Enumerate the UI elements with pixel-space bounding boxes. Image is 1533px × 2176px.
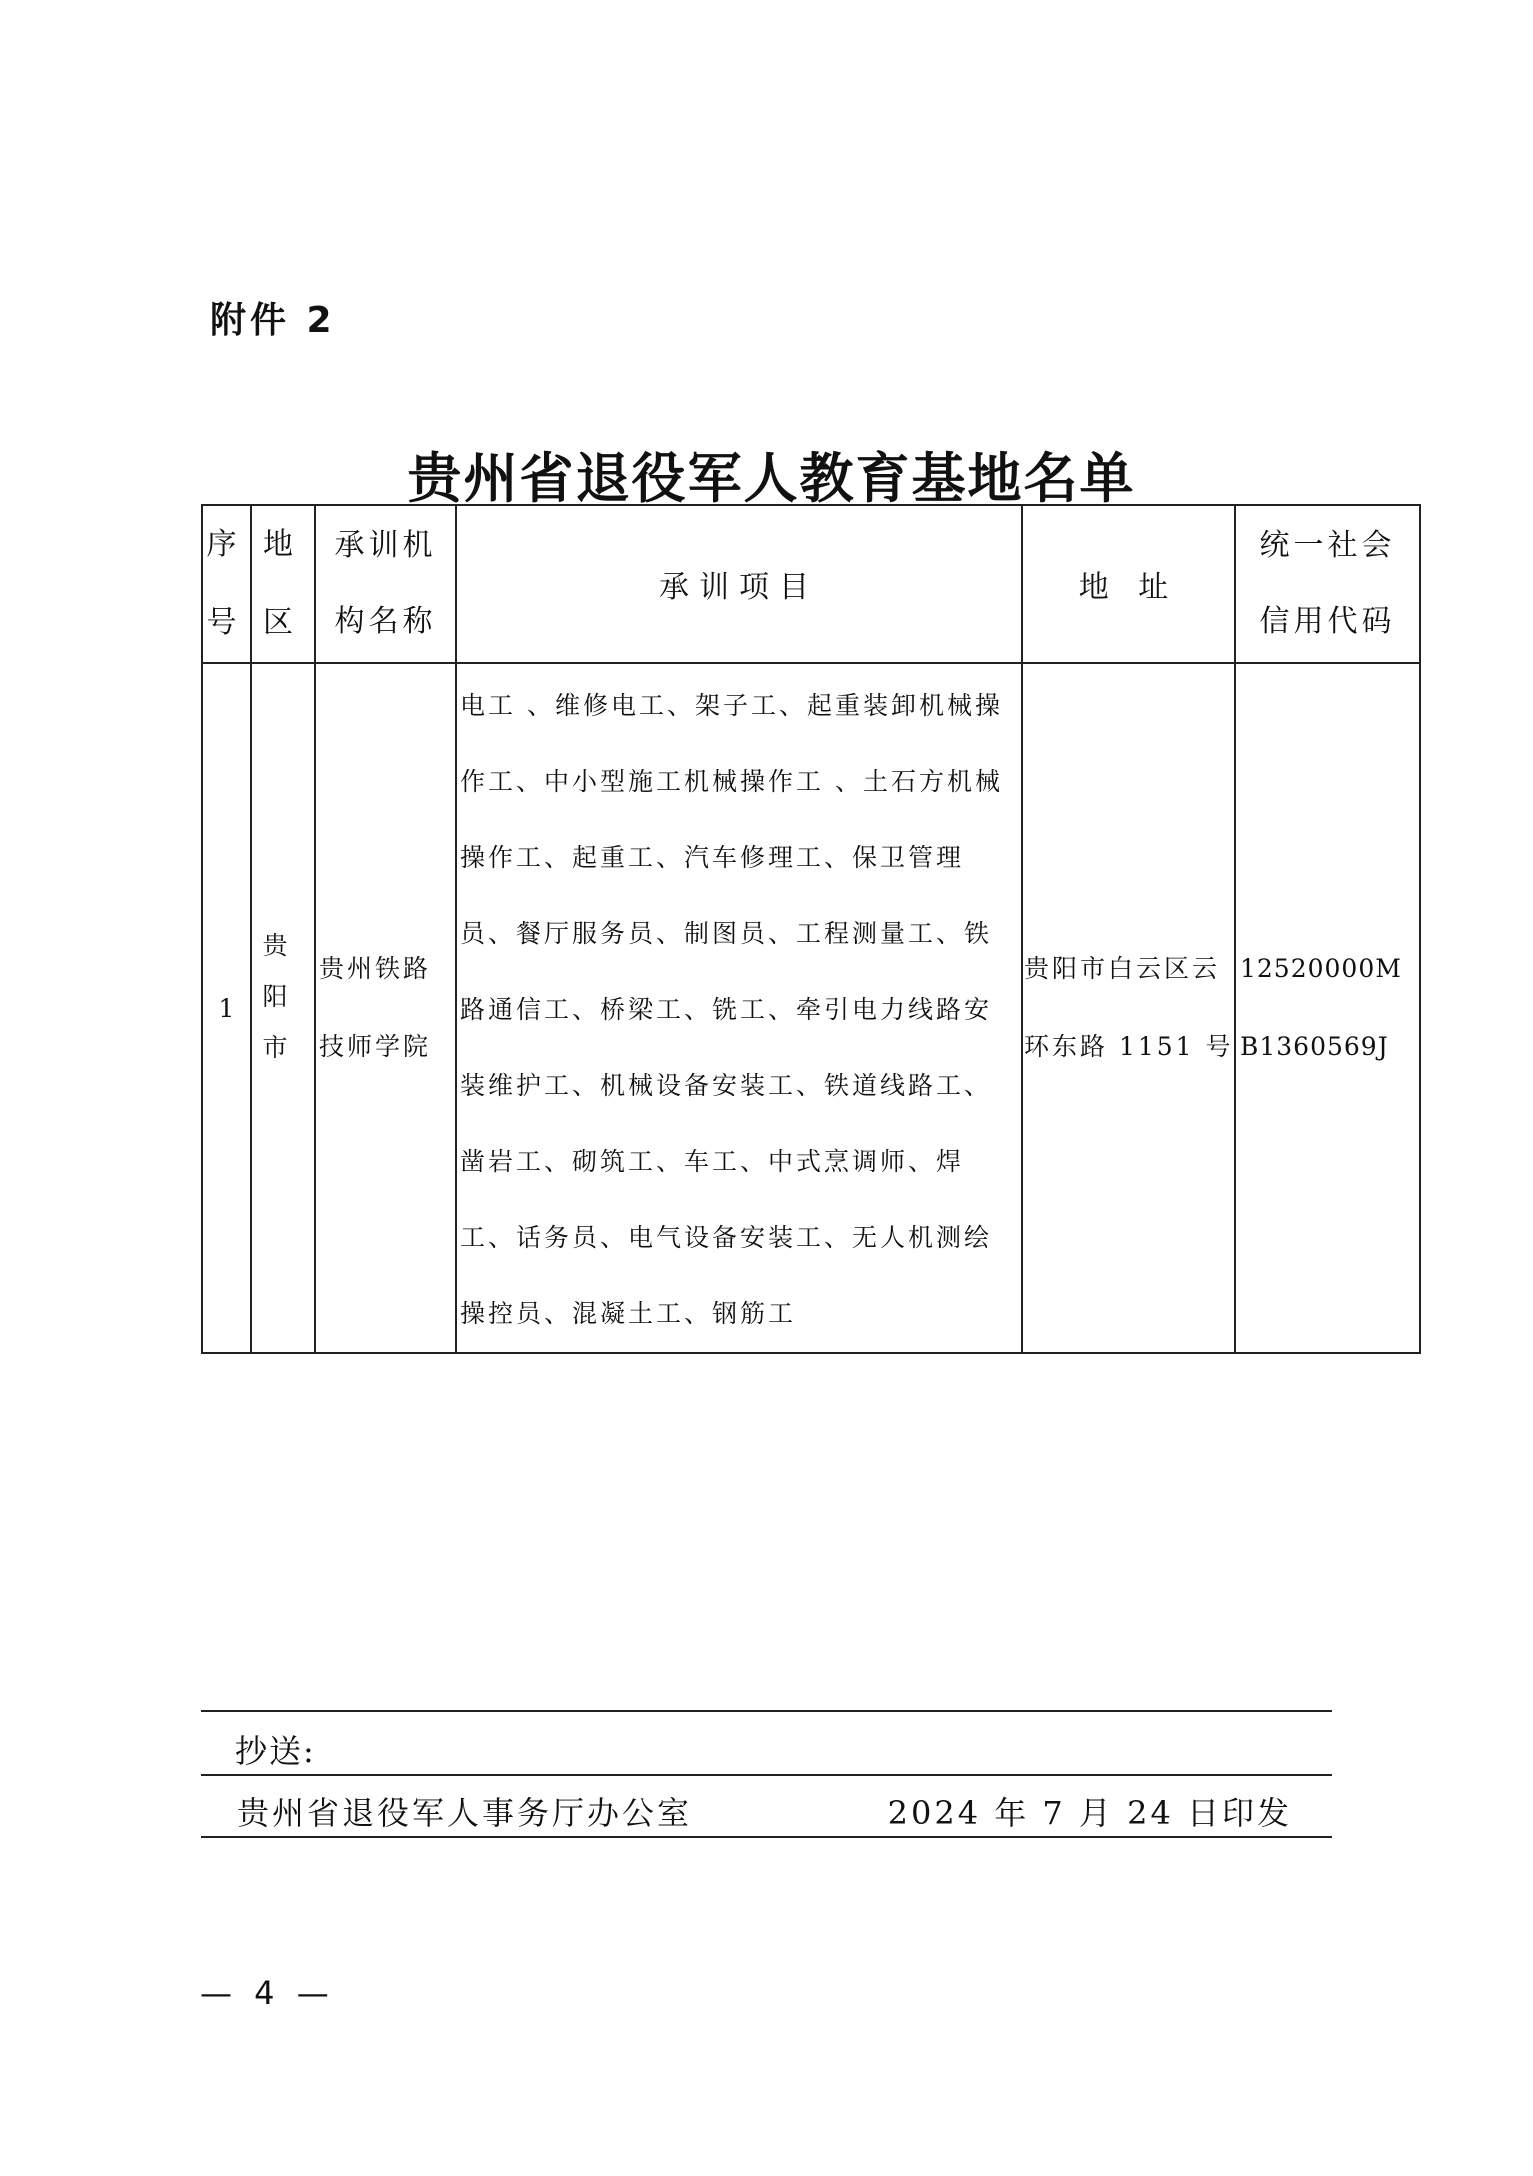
- cell-region: [251, 663, 315, 1353]
- education-base-table: [201, 504, 1421, 1354]
- attachment-label: 附件 2: [210, 300, 336, 341]
- table-row: [202, 663, 1420, 1353]
- cell-address: 贵阳市白云区云环东路 1151 号: [1022, 663, 1235, 1353]
- issue-date: 2024 年 7 月 24 日印发: [887, 1794, 1292, 1832]
- header-address: 地 址: [1022, 505, 1235, 663]
- header-project: 承训项目: [456, 505, 1022, 663]
- document-title: 贵州省退役军人教育基地名单: [407, 447, 1136, 510]
- cc-row: [201, 1712, 1332, 1776]
- issuer-office: 贵州省退役军人事务厅办公室: [237, 1794, 693, 1832]
- cell-credit-code: 12520000MB1360569J: [1235, 663, 1420, 1353]
- header-region: 地 区: [251, 505, 315, 663]
- cc-label: 抄送:: [235, 1732, 316, 1770]
- header-credit-code: 统一社会 信用代码: [1235, 505, 1420, 663]
- cell-index: 1: [202, 663, 251, 1353]
- table-header-row: [202, 505, 1420, 663]
- header-index: 序 号: [202, 505, 251, 663]
- page-number: — 4 —: [200, 1974, 335, 2012]
- region-text: 贵阳市: [259, 931, 288, 1085]
- header-org: 承训机 构名称: [315, 505, 456, 663]
- cell-project: 电工 、维修电工、架子工、起重装卸机械操作工、中小型施工机械操作工 、土石方机械操作工、起重工、汽车修理工、保卫管理员、餐厅服务员、制图员、工程测量工、铁路通信工、桥梁工、铣工、牵引电力线路安装维护工、机械设备安装工、铁道线路工、凿岩工、砌筑工、车工、中式烹调师、焊工、话务员、电气设备安装工、无人机测绘操控员、混凝土工、钢筋工: [456, 663, 1022, 1353]
- issue-row: [201, 1776, 1332, 1838]
- distribution-footer: [201, 1710, 1332, 1838]
- cell-org: 贵州铁路技师学院: [315, 663, 456, 1353]
